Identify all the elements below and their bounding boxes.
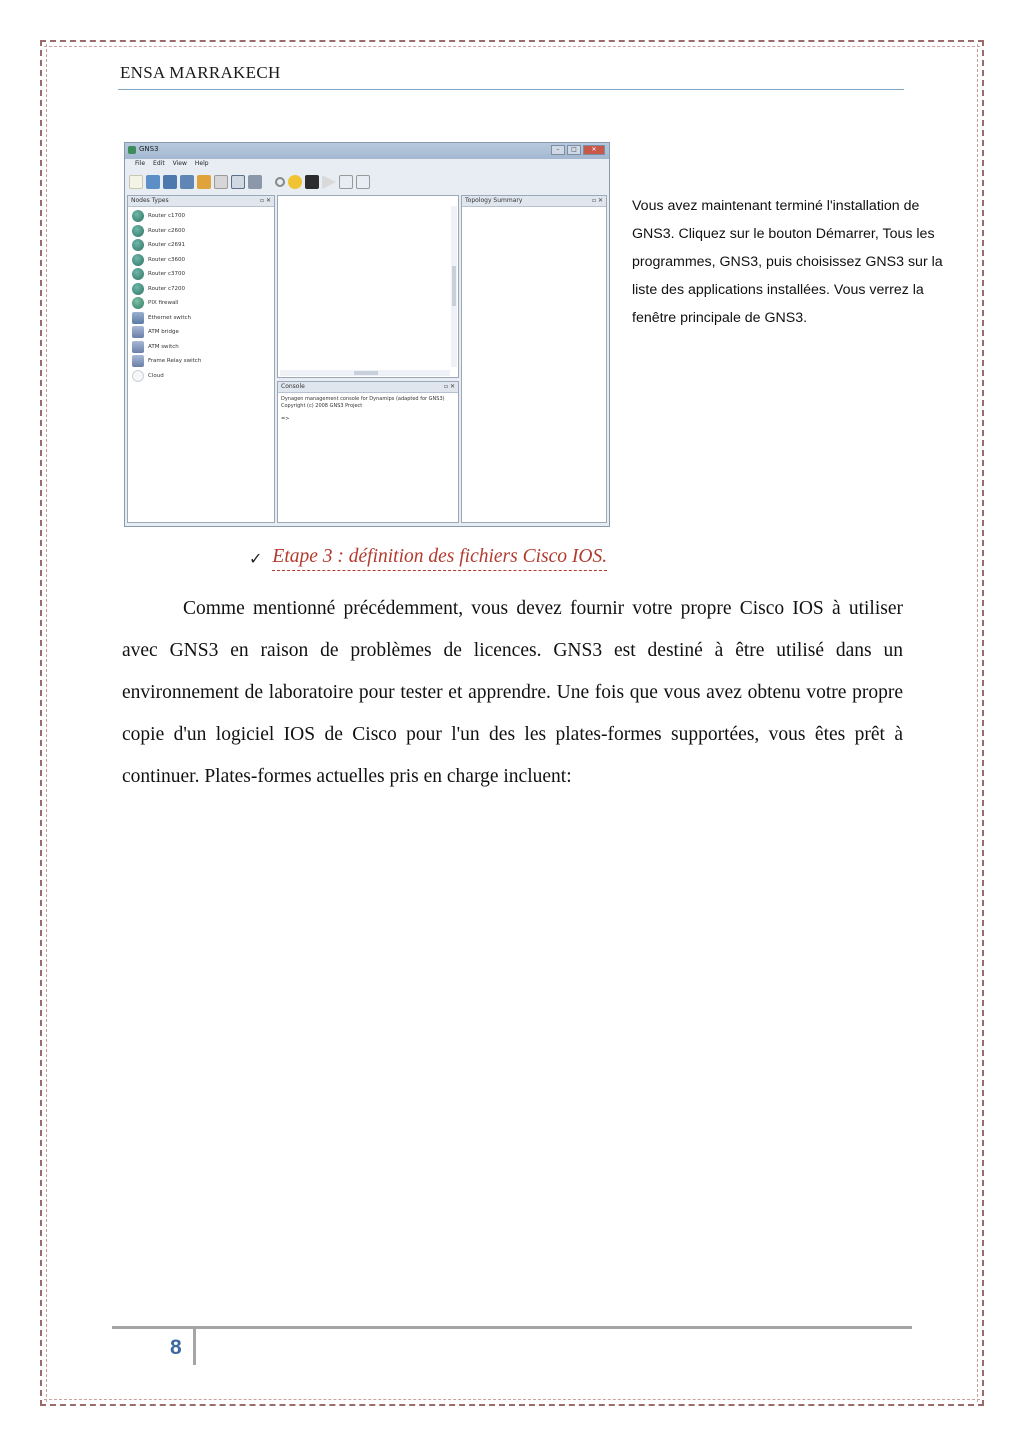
menu-edit: Edit xyxy=(153,160,165,167)
topology-summary-panel xyxy=(461,195,607,523)
frame-relay-icon xyxy=(132,355,144,367)
border-bottom-inner xyxy=(44,1399,980,1400)
node-item xyxy=(132,253,274,268)
node-label: Cloud xyxy=(148,372,164,379)
node-item xyxy=(132,238,274,253)
panel-controls-icon: ▫ ✕ xyxy=(259,197,271,204)
node-item xyxy=(132,311,274,326)
close-icon: ✕ xyxy=(583,145,605,155)
body-paragraph: Comme mentionné précédemment, vous devez fournir votre propre Cisco IOS à utiliser avec GNS3 en raison de problèmes de licences. GNS3 est destiné à être utilisé dans un environnement de laboratoire pour tester et apprendre. Une fois que vous avez obtenu votre propre copie d'un logiciel IOS de Cisco pour l'un des les plates-formes supportées, vous êtes prêt à continuer. Plates-formes actuelles pris en charge incluent: xyxy=(122,598,903,787)
menu-help: Help xyxy=(194,160,209,167)
panel-controls-icon: ▫ ✕ xyxy=(591,197,603,204)
console-line: Copyright (c) 2008 GNS3 Project xyxy=(281,403,363,409)
node-item xyxy=(132,369,274,384)
design-mode-icon xyxy=(231,175,245,189)
node-label: Router c2600 xyxy=(148,227,185,234)
gns3-toolbar xyxy=(129,173,370,191)
header-title: ENSA MARRAKECH xyxy=(120,63,281,82)
firewall-icon xyxy=(132,297,144,309)
node-types-title: Nodes Types xyxy=(131,197,169,204)
router-icon xyxy=(132,225,144,237)
node-types-panel xyxy=(127,195,275,523)
node-item xyxy=(132,224,274,239)
node-item xyxy=(132,209,274,224)
node-item xyxy=(132,340,274,355)
node-item xyxy=(132,325,274,340)
node-label: Router c3600 xyxy=(148,256,185,263)
border-right xyxy=(982,40,984,1406)
console-line: Dynagen management console for Dynamips (adapted for GNS3) xyxy=(281,396,445,402)
cloud-icon xyxy=(132,370,144,382)
pause-icon xyxy=(339,175,353,189)
node-types-list xyxy=(128,207,274,383)
node-item xyxy=(132,267,274,282)
router-icon xyxy=(132,254,144,266)
router-icon xyxy=(132,268,144,280)
screenshot-description: Vous avez maintenant terminé l'installation de GNS3. Cliquez sur le bouton Démarrer, Tous les programmes, GNS3, puis choisissez GNS3 sur la liste des applications installées. Vous verrez la fenêtre principale de GNS3. xyxy=(632,198,943,326)
topology-summary-header xyxy=(462,196,606,207)
header-rule xyxy=(118,89,904,90)
node-item xyxy=(132,354,274,369)
node-label: Router c2691 xyxy=(148,242,185,249)
node-label: Router c7200 xyxy=(148,285,185,292)
console-title: Console xyxy=(281,383,305,390)
clear-icon xyxy=(197,175,211,189)
zoom-icon xyxy=(275,177,285,187)
console-header xyxy=(278,382,458,393)
border-top xyxy=(40,40,984,42)
save-as-icon xyxy=(180,175,194,189)
minimize-icon: – xyxy=(551,145,565,155)
node-types-header xyxy=(128,196,274,207)
border-left-inner xyxy=(46,44,47,1402)
node-item xyxy=(132,296,274,311)
node-label: ATM bridge xyxy=(148,329,179,336)
atm-switch-icon xyxy=(132,341,144,353)
gns3-window-title: GNS3 xyxy=(139,145,159,153)
node-label: ATM switch xyxy=(148,343,179,350)
snapshot-icon xyxy=(214,175,228,189)
page-number-divider xyxy=(193,1329,196,1365)
node-label: Ethernet switch xyxy=(148,314,191,321)
border-bottom xyxy=(40,1404,984,1406)
console-icon xyxy=(305,175,319,189)
menu-view: View xyxy=(172,160,187,167)
router-icon xyxy=(132,283,144,295)
workspace-horizontal-scrollbar xyxy=(280,370,450,376)
window-controls xyxy=(551,145,605,155)
capture-icon xyxy=(248,175,262,189)
workspace-canvas xyxy=(277,195,459,378)
gns3-menubar xyxy=(125,160,609,171)
node-label: PIX firewall xyxy=(148,300,179,307)
console-panel xyxy=(277,381,459,523)
stop-icon xyxy=(356,175,370,189)
gns3-titlebar xyxy=(125,143,609,159)
panel-controls-icon: ▫ ✕ xyxy=(443,383,455,390)
border-top-inner xyxy=(44,46,980,47)
save-icon xyxy=(163,175,177,189)
checkmark-icon: ✓ xyxy=(249,549,263,568)
router-icon xyxy=(132,239,144,251)
workspace-vertical-scrollbar xyxy=(451,206,457,367)
gns3-app-icon xyxy=(128,146,136,154)
maximize-icon: □ xyxy=(567,145,581,155)
switch-icon xyxy=(132,312,144,324)
open-icon xyxy=(146,175,160,189)
console-prompt: => xyxy=(281,416,290,422)
node-label: Frame Relay switch xyxy=(148,358,202,365)
topology-summary-title: Topology Summary xyxy=(465,197,523,204)
atm-bridge-icon xyxy=(132,326,144,338)
border-right-inner xyxy=(977,44,978,1402)
border-left xyxy=(40,40,42,1406)
play-icon xyxy=(322,175,336,189)
node-item xyxy=(132,282,274,297)
new-icon xyxy=(129,175,143,189)
node-label: Router c3700 xyxy=(148,271,185,278)
node-label: Router c1700 xyxy=(148,213,185,220)
step-heading xyxy=(249,546,607,571)
footer-rule xyxy=(112,1326,912,1329)
page-number: 8 xyxy=(170,1336,182,1359)
console-output xyxy=(278,393,458,423)
gns3-screenshot xyxy=(124,142,610,527)
step-title: Etape 3 : définition des fichiers Cisco IOS. xyxy=(272,546,607,571)
menu-file: File xyxy=(135,160,146,167)
start-icon xyxy=(288,175,302,189)
router-icon xyxy=(132,210,144,222)
